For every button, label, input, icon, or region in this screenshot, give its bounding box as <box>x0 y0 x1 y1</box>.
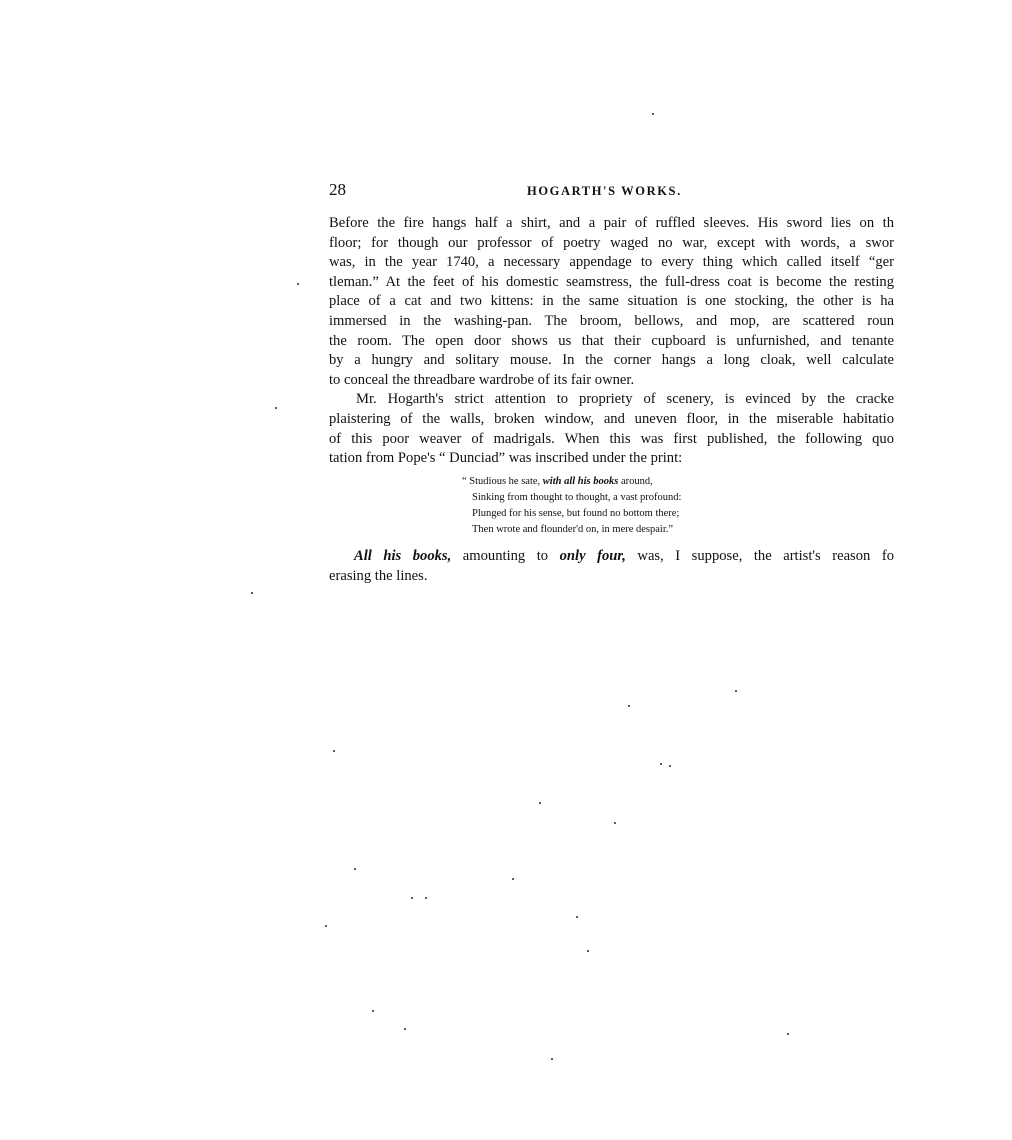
running-head <box>329 180 895 202</box>
body-line: floor; for though our professor of poetry waged no war, except with words, a swor <box>329 234 894 251</box>
closing-italic: only four, <box>559 548 626 564</box>
body-line: plaistering of the walls, broken window, and uneven floor, in the miserable habitatio <box>329 410 894 427</box>
scan-speck <box>787 1033 789 1035</box>
verse-quotation <box>462 474 792 538</box>
scan-speck <box>660 763 662 765</box>
body-line: tleman.” At the feet of his domestic seamstress, the full-dress coat is become the resting <box>329 273 894 290</box>
scan-speck <box>275 407 277 409</box>
body-line: of this poor weaver of madrigals. When this was first published, the following quo <box>329 430 894 447</box>
verse-line: Plunged for his sense, but found no bottom there; <box>472 508 680 519</box>
closing-paragraph <box>329 547 894 586</box>
scan-speck <box>251 592 253 594</box>
scan-speck <box>404 1028 406 1030</box>
scan-speck <box>652 113 654 115</box>
body-line: tation from Pope's “ Dunciad” was inscribed under the print: <box>329 450 683 467</box>
scan-speck <box>551 1058 553 1060</box>
scan-speck <box>735 690 737 692</box>
closing-line <box>329 547 894 567</box>
verse-line: Then wrote and flounder'd on, in mere despair.” <box>472 524 674 535</box>
scan-speck <box>576 916 578 918</box>
body-line: by a hungry and solitary mouse. In the corner hangs a long cloak, well calculate <box>329 352 894 369</box>
scan-speck <box>333 750 335 752</box>
scan-speck <box>614 822 616 824</box>
scan-speck <box>297 283 299 285</box>
verse-line-end: around, <box>618 476 653 487</box>
scan-speck <box>628 705 630 707</box>
closing-italic: All his books, <box>354 548 452 564</box>
scan-speck <box>539 802 541 804</box>
closing-text: amounting to <box>451 548 560 564</box>
verse-line: Sinking from thought to thought, a vast profound: <box>472 492 682 503</box>
running-title: HOGARTH'S WORKS. <box>527 184 682 198</box>
body-line: to conceal the threadbare wardrobe of its fair owner. <box>329 371 635 388</box>
closing-text: was, I suppose, the artist's reason fo <box>625 548 894 564</box>
body-line: Before the fire hangs half a shirt, and a pair of ruffled sleeves. His sword lies on th <box>329 215 894 231</box>
closing-line: erasing the lines. <box>329 567 428 584</box>
scan-speck <box>669 765 671 767</box>
body-text <box>329 214 894 469</box>
scan-speck <box>354 868 356 870</box>
scan-speck <box>512 878 514 880</box>
verse-italic: with all his books <box>542 476 619 487</box>
body-line: the room. The open door shows us that their cupboard is unfurnished, and tenante <box>329 332 894 349</box>
scan-speck <box>587 950 589 952</box>
scan-speck <box>325 925 327 927</box>
scan-speck <box>425 897 427 899</box>
verse-line <box>462 474 792 490</box>
scan-speck <box>372 1010 374 1012</box>
page-number: 28 <box>329 180 346 199</box>
body-line: place of a cat and two kittens: in the same situation is one stocking, the other is ha <box>329 293 894 310</box>
body-line: was, in the year 1740, a necessary appendage to every thing which called itself “ger <box>329 254 894 271</box>
scan-speck <box>411 897 413 899</box>
body-line: Mr. Hogarth's strict attention to propriety of scenery, is evinced by the cracke <box>356 391 894 408</box>
verse-line-start: “ Studious he sate, <box>462 476 543 487</box>
body-line: immersed in the washing-pan. The broom, bellows, and mop, are scattered roun <box>329 312 894 329</box>
